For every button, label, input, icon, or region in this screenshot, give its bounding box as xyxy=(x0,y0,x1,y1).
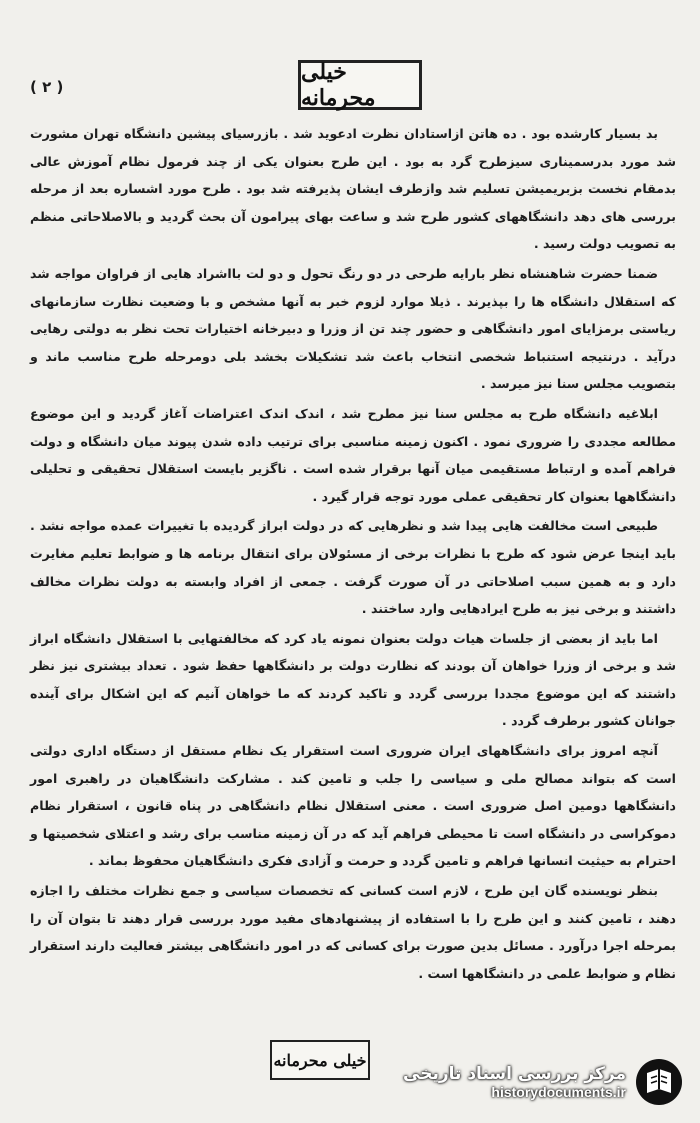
body-paragraph: آنچه امروز برای دانشگاههای ایران ضروری است استقرار یک نظام مستقل از دستگاه اداری دولتی است که بتواند مصالح ملی و سیاسی را جلب و تامین کند . مشارکت دانشگاهیان در راهبری امور دانشگاهها دومین اصل ضروری است . معنی استقلال نظام دانشگاهی در پناه قانون ، استقرار نظام دموکراسی در دانشگاه است تا محیطی فراهم آید که در آن زمینه مناسب برای رشد و اعتلای شخصیتها و احترام به حیثیت انسانها فراهم و تامین گردد و حرمت و آزادی فکری دانشگاهیان محفوظ بماند . xyxy=(30,743,676,869)
watermark xyxy=(394,1051,684,1113)
body-paragraph: ابلاغیه دانشگاه طرح به مجلس سنا نیز مطرح شد ، اندک اندک اعتراضات آغاز گردید و این موضوع مطالعه مجددی را ضروری نمود . اکنون زمینه مناسبی برای ترتیب داده شدن پیوند میان دانشگاه و دولت فراهم آمده و ارتباط مستقیمی میان آنها برقرار شده است . ناگزیر بایست استقلال تحقیقی و تحلیلی دانشگاهها بعنوان کار تحقیقی عملی مورد توجه قرار گیرد . xyxy=(30,405,676,504)
history-documents-logo-icon xyxy=(634,1057,684,1107)
body-paragraph: بنظر نویسنده گان این طرح ، لازم است کسانی که تخصصات سیاسی و جمع نظرات مختلف را اجازه دهند ، تامین کنند و این طرح را با استفاده از پیشنهادهای مفید مورد بررسی قرار دهند تا بتوان آن را بمرحله اجرا درآورد . مسائل بدین صورت برای کسانی که در امور دانشگاهی بیشتر فعالیت دارند استقرار نظام و ضوابط علمی در دانشگاهها است . xyxy=(30,883,676,981)
body-paragraph: طبیعی است مخالفت هایی پیدا شد و نظرهایی که در دولت ابراز گردیده با تغییرات عمده مواجه نشد . باید اینجا عرض شود که طرح با نظرات برخی از مسئولان برای انتقال برنامه ها و ضوابط تعلیم مغایرت دارد و به همین سبب اصلاحاتی در آن صورت گرفت . جمعی از افراد وابسته به دولت نظرات مخالف داشتند و برخی نیز به طرح ایرادهایی وارد ساختند . xyxy=(30,518,676,617)
confidential-stamp: خیلی محرمانه xyxy=(298,60,422,110)
body-paragraph: ضمنا حضرت شاهنشاه نظر بارایه طرحی در دو رنگ تحول و دو لت بااشراد هایی از فراوان مواجه شد که استقلال دانشگاه ها را بپذیرند . ذیلا موارد لزوم خبر به آنها مشخص و با وضعیت نظارت سازمانهای ریاستی برمزایای امور دانشگاهی و حضور چند تن از وزرا و دبیرخانه اختیارات تحت نظر به دولتی رهایی درآید . درنتیجه استنباط شخصی انتخاب باعث شد تشکیلات بخشد بلی دومرحله طرح مناسب ماند و بتصویب مجلس سنا نیز میرسد . xyxy=(30,265,676,392)
confidential-stamp-footer: خیلی محرمانه xyxy=(270,1040,370,1080)
body-paragraph: اما باید از بعضی از جلسات هیات دولت بعنوان نمونه یاد کرد که مخالفتهایی با استقلال دانشگاه ابراز شد و برخی از وزرا خواهان آن بودند که نظارت دولت بر دانشگاهها حفظ شود . تعداد بیشتری نیز نظر داشتند که این موضوع مجددا بررسی گردد و تاکید کردند که ما خواهان آنیم که این اشکال برای آینده جوانان کشور برطرف گردد . xyxy=(30,630,676,729)
page-number: ( ۲ ) xyxy=(30,78,64,96)
document-body xyxy=(30,120,676,989)
watermark-text xyxy=(403,1064,626,1100)
watermark-title: مرکز بررسی اسناد تاریخی xyxy=(403,1064,626,1084)
body-paragraph: بد بسیار کارشده بود . ده هاتن ازاستادان نظرت ادعوید شد . بازرسیای پیشین دانشگاه تهران مشورت شد مورد بدرسمیناری سیزطرح گرد به بود . این طرح بعنوان یکی از چند فرمول نظام آموزش عالی بدمقام نخست بزبریمیشن تسلیم شد وازطرف ایشان پذیرفته شد بود . طرح مورد اشساره بعد از مرحله بررسی های دهد دانشگاههای کشور طرح شد و ساعت بهای پیرامون آن بحث گردید و بالاصلاحاتی منظم به تصویب دولت رسید . xyxy=(30,126,676,252)
watermark-url: historydocuments.ir xyxy=(491,1084,626,1100)
